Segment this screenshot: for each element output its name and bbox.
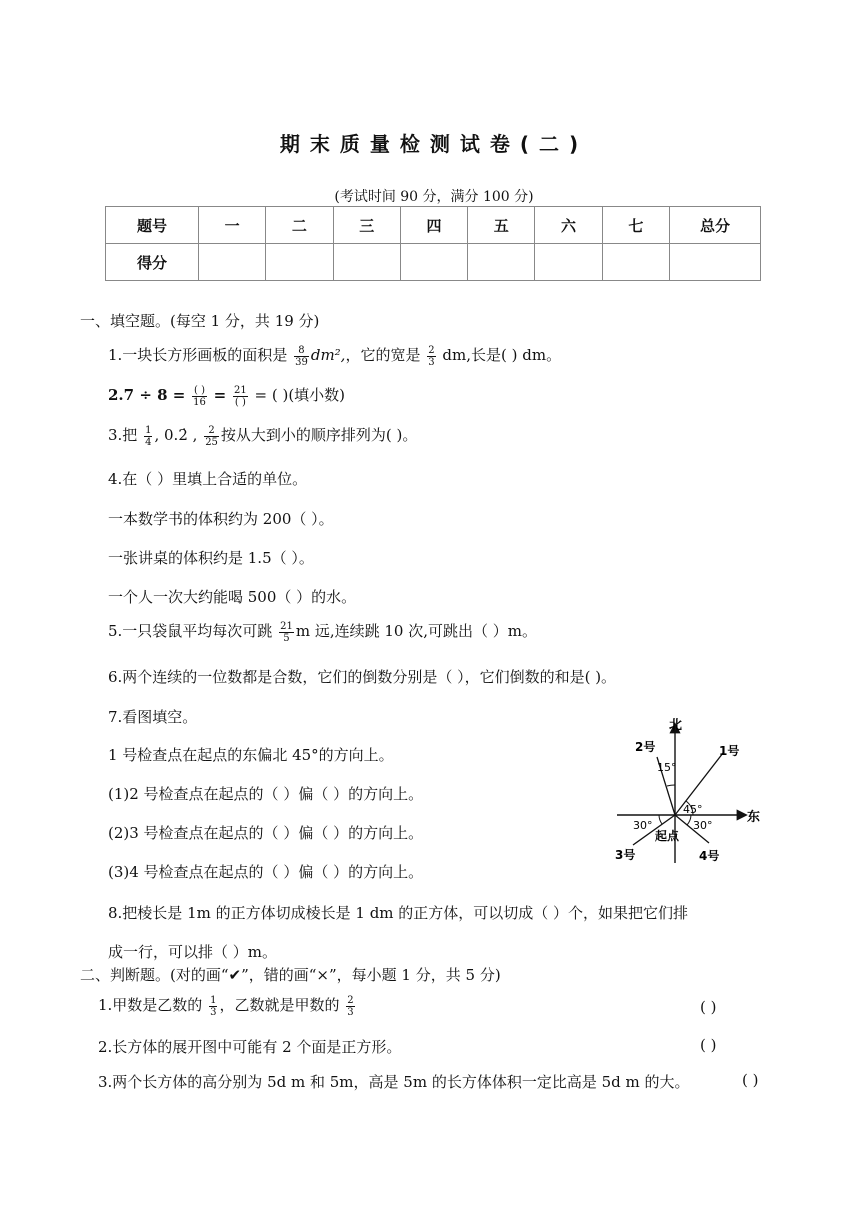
angle-15-label: 15° xyxy=(657,761,677,774)
judge-answer-2[interactable]: ( ) xyxy=(700,1036,717,1054)
score-table xyxy=(105,206,761,281)
jq1-mid: ，乙数就是甲数的 xyxy=(219,996,340,1014)
arc-30-right xyxy=(687,815,691,825)
q5-text: 5.一只袋鼠平均每次可跳 xyxy=(108,622,273,640)
table-cell: 七 xyxy=(602,207,669,244)
frac-den: 3 xyxy=(347,1006,354,1018)
q5-fraction xyxy=(279,621,294,644)
judge-question-3: 3.两个长方体的高分别为 5d m 和 5m，高是 5m 的长方体体积一定比高是 5d m 的大。 xyxy=(98,1073,690,1091)
q3-fraction1 xyxy=(144,425,152,448)
frac-num: 21 xyxy=(280,620,293,632)
question-2 xyxy=(108,384,345,408)
frac-den: 5 xyxy=(283,632,290,644)
jq1-fraction2 xyxy=(346,995,354,1018)
jq1-fraction1 xyxy=(209,995,217,1018)
frac-num: 1 xyxy=(145,424,152,436)
question-4: 4.在（ ）里填上合适的单位。 xyxy=(108,470,308,488)
score-input-cell[interactable] xyxy=(468,244,535,281)
page-title: 期末质量检测试卷(二) xyxy=(279,132,589,156)
score-input-cell[interactable] xyxy=(333,244,400,281)
q1-mid: ，它的宽是 xyxy=(345,346,421,364)
table-cell: 二 xyxy=(266,207,333,244)
q5-post: m 远,连续跳 10 次,可跳出（ ）m。 xyxy=(295,622,537,640)
point-2-label: 2号 xyxy=(635,740,656,754)
frac-num: 2 xyxy=(428,344,435,356)
question-3 xyxy=(108,424,417,448)
table-cell: 六 xyxy=(535,207,602,244)
frac-den: 4 xyxy=(145,436,152,448)
judge-answer-1[interactable]: ( ) xyxy=(700,998,717,1016)
q3-fraction2 xyxy=(204,425,219,448)
question-7-statement: 1 号检查点在起点的东偏北 45°的方向上。 xyxy=(108,746,394,764)
score-input-cell[interactable] xyxy=(670,244,761,281)
jq1-text: 1.甲数是乙数的 xyxy=(98,996,203,1014)
frac-num: 8 xyxy=(294,345,309,357)
q2-fraction2 xyxy=(233,385,248,408)
frac-num: 21 xyxy=(234,384,247,396)
question-7-1: (1)2 号检查点在起点的（ ）偏（ ）的方向上。 xyxy=(108,785,424,803)
frac-num: ( ) xyxy=(194,384,205,396)
question-6: 6.两个连续的一位数都是合数，它们的倒数分别是（ ），它们倒数的和是( )。 xyxy=(108,668,617,686)
q1-fraction2 xyxy=(427,345,435,368)
question-1 xyxy=(108,344,561,368)
score-input-cell[interactable] xyxy=(400,244,467,281)
question-4a: 一本数学书的体积约为 200（ ）。 xyxy=(108,510,334,528)
q3-mid: , 0.2̇ , xyxy=(154,426,198,444)
q1-text: 1.一块长方形画板的面积是 xyxy=(108,346,288,364)
exam-info: (考试时间 90 分，满分 100 分) xyxy=(334,189,534,205)
q2-text: 2.7 ÷ 8 = xyxy=(108,386,186,404)
question-4c: 一个人一次大约能喝 500（ ）的水。 xyxy=(108,588,357,606)
table-cell: 三 xyxy=(333,207,400,244)
frac-num: 2 xyxy=(347,994,354,1006)
score-input-cell[interactable] xyxy=(199,244,266,281)
q3-post: 按从大到小的顺序排列为( )。 xyxy=(220,426,418,444)
table-cell: 五 xyxy=(468,207,535,244)
table-cell: 得分 xyxy=(106,244,199,281)
frac-num: 2 xyxy=(204,425,219,437)
angle-45-label: 45° xyxy=(683,803,703,816)
arc-30-left xyxy=(659,815,662,824)
q1-fraction xyxy=(294,345,309,368)
question-8: 8.把棱长是 1m 的正方体切成棱长是 1 dm 的正方体，可以切成（ ）个，如果把它们排 xyxy=(108,904,689,922)
point-3-label: 3号 xyxy=(615,848,636,862)
score-input-cell[interactable] xyxy=(535,244,602,281)
q2-eq: = xyxy=(213,386,227,404)
table-row xyxy=(106,244,761,281)
east-label: 东 xyxy=(747,810,761,825)
angle-30-left-label: 30° xyxy=(633,819,653,832)
q2-post: = ( )(填小数) xyxy=(254,386,346,404)
judge-question-2: 2.长方体的展开图中可能有 2 个面是正方形。 xyxy=(98,1038,402,1056)
table-cell: 总分 xyxy=(670,207,761,244)
question-5 xyxy=(108,620,537,644)
question-7-2: (2)3 号检查点在起点的（ ）偏（ ）的方向上。 xyxy=(108,824,424,842)
north-label: 北 xyxy=(669,718,683,733)
question-7-3: (3)4 号检查点在起点的（ ）偏（ ）的方向上。 xyxy=(108,863,424,881)
point-4-label: 4号 xyxy=(699,849,720,863)
point-1-label: 1号 xyxy=(719,744,740,758)
judge-question-1 xyxy=(98,994,357,1018)
frac-den: 16 xyxy=(193,396,206,408)
frac-den: 39 xyxy=(295,356,308,368)
q1-unit: dm², xyxy=(310,346,346,364)
score-input-cell[interactable] xyxy=(266,244,333,281)
question-8-cont: 成一行，可以排（ ）m。 xyxy=(108,943,277,961)
frac-num: 1 xyxy=(210,994,217,1006)
table-cell: 四 xyxy=(400,207,467,244)
question-4b: 一张讲桌的体积约是 1.5（ ）。 xyxy=(108,549,314,567)
frac-den: 3 xyxy=(210,1006,217,1018)
frac-den: 3 xyxy=(428,356,435,368)
question-7: 7.看图填空。 xyxy=(108,708,198,726)
frac-den: 25 xyxy=(205,436,218,448)
table-row xyxy=(106,207,761,244)
origin-label: 起点 xyxy=(655,829,680,843)
q3-text: 3.把 xyxy=(108,426,138,444)
section1-title: 一、填空题。(每空 1 分，共 19 分) xyxy=(80,312,320,330)
judge-answer-3[interactable]: ( ) xyxy=(742,1071,759,1089)
section2-title: 二、判断题。(对的画“✔”，错的画“×”，每小题 1 分，共 5 分) xyxy=(80,966,501,984)
arc-15 xyxy=(667,785,675,786)
angle-30-right-label: 30° xyxy=(693,819,713,832)
table-cell: 一 xyxy=(199,207,266,244)
q1-post: dm,长是( ) dm。 xyxy=(442,346,562,364)
direction-diagram xyxy=(605,715,770,870)
table-cell: 题号 xyxy=(106,207,199,244)
frac-den: ( ) xyxy=(234,396,246,408)
score-input-cell[interactable] xyxy=(602,244,669,281)
q2-fraction1 xyxy=(192,385,207,408)
